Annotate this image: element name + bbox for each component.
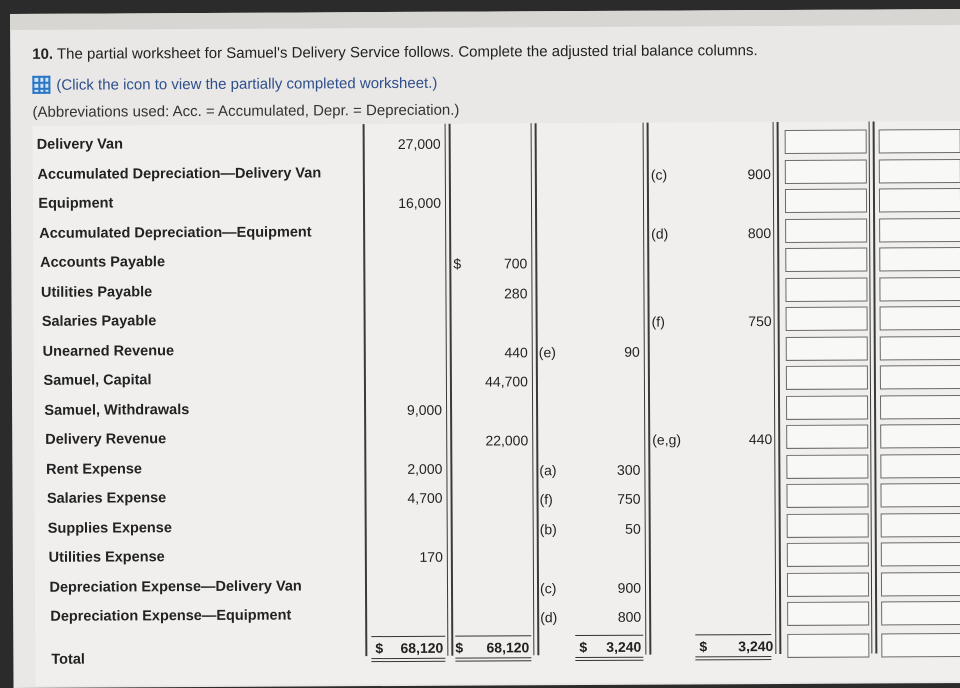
adjusted-debit-input[interactable]: [786, 336, 868, 360]
account-name: Accounts Payable: [40, 254, 166, 271]
total-adjustment-debit: 3,240: [606, 638, 642, 655]
adjustment-debit-ref: (c): [539, 579, 557, 596]
adjusted-debit-input[interactable]: [787, 602, 869, 626]
adjustment-debit-ref: (e): [538, 343, 556, 360]
adjusted-credit-input[interactable]: [879, 218, 960, 242]
adjusted-credit-input[interactable]: [880, 483, 960, 507]
partial-worksheet: [33, 121, 960, 686]
account-name: Accumulated Depreciation—Equipment: [39, 223, 312, 242]
trial-balance-credit: 440: [504, 343, 528, 360]
total-double-underline: [695, 656, 771, 660]
adjustment-debit: 800: [617, 608, 642, 625]
adjustment-credit: 800: [747, 224, 772, 241]
currency-sign: $: [455, 639, 464, 656]
adjusted-credit-input[interactable]: [880, 424, 960, 448]
adjustment-credit-ref: (e,g): [652, 431, 682, 448]
adjustment-debit-ref: (d): [540, 609, 558, 626]
account-name: Samuel, Withdrawals: [44, 401, 190, 419]
trial-balance-debit: 2,000: [407, 460, 443, 477]
adjustment-debit: 900: [617, 579, 642, 596]
adjustment-debit: 50: [625, 520, 641, 537]
adjusted-credit-input[interactable]: [880, 395, 960, 419]
question-body: The partial worksheet for Samuel's Delivery Service follows. Complete the adjusted trial balance columns.: [56, 42, 758, 63]
adjustment-debit: 750: [617, 490, 641, 507]
trial-balance-debit: 27,000: [397, 135, 441, 152]
account-name: Delivery Revenue: [45, 431, 167, 448]
adjusted-debit-input[interactable]: [786, 454, 868, 478]
adjustment-debit: 90: [624, 343, 640, 360]
account-name: Delivery Van: [36, 136, 123, 153]
adjusted-debit-input[interactable]: [786, 484, 868, 508]
trial-balance-credit: 280: [504, 284, 528, 301]
adjusted-debit-input[interactable]: [786, 395, 868, 419]
account-name: Salaries Expense: [46, 490, 167, 507]
total-trial-balance-credit: 68,120: [486, 638, 530, 656]
account-name: Accumulated Depreciation—Delivery Van: [37, 164, 322, 183]
adjusted-debit-input[interactable]: [785, 189, 867, 213]
adjusted-debit-input[interactable]: [787, 513, 869, 537]
trial-balance-debit: 16,000: [398, 194, 442, 211]
adjusted-credit-input[interactable]: [879, 247, 960, 271]
account-name: Equipment: [38, 195, 114, 212]
adjusted-credit-input[interactable]: [880, 306, 960, 330]
adjusted-debit-input[interactable]: [785, 159, 867, 183]
total-trial-balance-debit: 68,120: [400, 639, 444, 656]
trial-balance-credit: 700: [503, 255, 528, 272]
adjusted-debit-input[interactable]: [786, 307, 868, 331]
account-name: Depreciation Expense—Delivery Van: [49, 577, 302, 596]
account-name: Depreciation Expense—Equipment: [50, 607, 292, 625]
total-double-underline: [575, 656, 643, 660]
adjusted-debit-input[interactable]: [785, 277, 867, 301]
worksheet-link-text[interactable]: (Click the icon to view the partially completed worksheet.): [56, 74, 438, 94]
adjusted-debit-input[interactable]: [786, 366, 868, 390]
adjustment-credit-ref: (c): [650, 166, 668, 183]
account-name: Samuel, Capital: [43, 372, 152, 389]
currency-sign: $: [699, 637, 708, 654]
question-text: [32, 42, 758, 63]
adjusted-credit-input[interactable]: [881, 513, 960, 537]
adjusted-credit-input[interactable]: [879, 129, 960, 153]
account-name: Salaries Payable: [41, 313, 157, 330]
adjusted-debit-input[interactable]: [787, 543, 869, 567]
adjusted-total-debit-input[interactable]: [787, 633, 869, 657]
adjusted-credit-input[interactable]: [880, 365, 960, 389]
adjustment-credit-ref: (f): [651, 313, 665, 330]
trial-balance-credit: 44,700: [485, 373, 528, 390]
total-adjustment-credit: 3,240: [738, 637, 774, 654]
currency-sign: $: [375, 639, 384, 656]
adjustment-credit: 440: [748, 431, 773, 448]
adjusted-credit-input[interactable]: [879, 159, 960, 183]
worksheet-link[interactable]: [32, 74, 437, 94]
total-label: Total: [51, 651, 85, 668]
adjusted-debit-input[interactable]: [785, 218, 867, 242]
trial-balance-debit: 4,700: [407, 489, 443, 506]
currency-sign: $: [579, 638, 588, 655]
total-double-underline: [371, 657, 445, 661]
adjusted-credit-input[interactable]: [881, 572, 960, 596]
currency-sign: $: [453, 255, 462, 272]
question-number: 10.: [32, 45, 54, 63]
adjustment-debit: 300: [616, 461, 641, 478]
adjusted-credit-input[interactable]: [880, 336, 960, 360]
adjusted-credit-input[interactable]: [880, 454, 960, 478]
trial-balance-credit: 22,000: [485, 432, 529, 449]
account-name: Utilities Expense: [48, 549, 165, 566]
trial-balance-debit: 170: [419, 548, 443, 565]
adjustment-credit: 900: [747, 165, 771, 182]
account-name: Rent Expense: [46, 460, 143, 478]
account-name: Supplies Expense: [47, 519, 172, 537]
adjustment-debit-ref: (b): [539, 520, 557, 537]
worksheet-grid-icon[interactable]: [32, 76, 50, 94]
account-name: Unearned Revenue: [42, 342, 175, 360]
browser-top-strip: [10, 9, 960, 30]
adjusted-debit-input[interactable]: [787, 572, 869, 596]
adjusted-credit-input[interactable]: [879, 188, 960, 212]
trial-balance-debit: 9,000: [406, 401, 443, 418]
adjusted-credit-input[interactable]: [881, 542, 960, 566]
adjusted-debit-input[interactable]: [786, 425, 868, 449]
abbreviations-note: (Abbreviations used: Acc. = Accumulated, Depr. = Depreciation.): [32, 101, 460, 121]
adjustment-debit-ref: (f): [539, 491, 553, 508]
adjusted-credit-input[interactable]: [879, 277, 960, 301]
adjustment-credit: 750: [748, 313, 772, 330]
adjusted-total-credit-input[interactable]: [881, 633, 960, 657]
adjusted-debit-input[interactable]: [785, 248, 867, 272]
worksheet-page: [10, 9, 960, 688]
adjusted-credit-input[interactable]: [881, 601, 960, 625]
adjusted-debit-input[interactable]: [785, 130, 867, 154]
adjustment-credit-ref: (d): [651, 225, 669, 242]
total-double-underline: [455, 657, 531, 661]
adjustment-debit-ref: (a): [539, 461, 557, 478]
account-name: Utilities Payable: [40, 283, 153, 301]
